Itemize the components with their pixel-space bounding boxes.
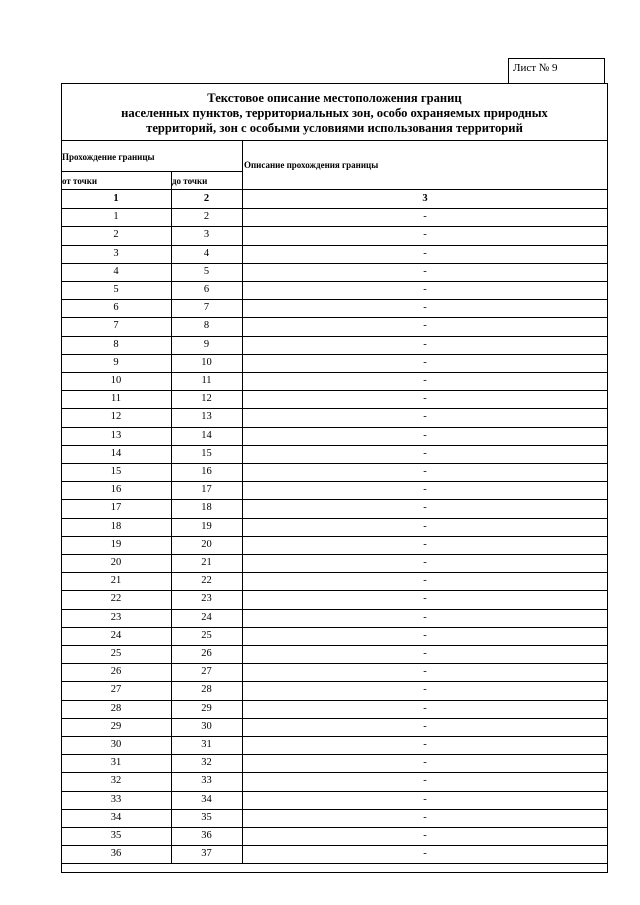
table-row (61, 572, 608, 590)
cell-to-point: 26 (201, 648, 212, 659)
cell-description: - (423, 539, 427, 550)
table-row (61, 700, 608, 718)
cell-from-point: 22 (110, 593, 122, 604)
cell-to-point: 23 (201, 593, 212, 604)
cell-from-point: 17 (110, 502, 122, 513)
table-row (61, 809, 608, 827)
cell-description: - (423, 393, 427, 404)
table-row (61, 226, 608, 244)
cell-description: - (423, 502, 427, 513)
cell-to-point: 11 (201, 375, 212, 386)
cell-from-point: 2 (113, 229, 119, 240)
table-row (61, 481, 608, 499)
table-row (61, 281, 608, 299)
table-row (61, 299, 608, 317)
cell-to-point: 9 (203, 339, 210, 350)
table-row (61, 554, 608, 572)
cell-from-point: 5 (113, 284, 119, 295)
cell-to-point: 2 (203, 211, 210, 222)
column-number-3: 3 (422, 193, 428, 204)
table-row (61, 609, 608, 627)
table-row (61, 663, 608, 681)
cell-to-point: 3 (203, 229, 210, 240)
cell-description: - (423, 757, 427, 768)
cell-description: - (423, 339, 427, 350)
table-row (61, 736, 608, 754)
table-row (61, 827, 608, 845)
cell-to-point: 15 (201, 448, 212, 459)
cell-to-point: 30 (201, 721, 212, 732)
title-line-3: территорий, зон с особыми условиями использования территорий (146, 121, 523, 135)
cell-description: - (423, 593, 427, 604)
cell-description: - (423, 612, 427, 623)
cell-to-point: 7 (203, 302, 210, 313)
header-description: Описание прохождения границы (244, 160, 379, 170)
cell-description: - (423, 284, 427, 295)
table-row (61, 317, 608, 335)
cell-from-point: 25 (110, 648, 122, 659)
cell-to-point: 27 (201, 666, 212, 677)
table-row (61, 718, 608, 736)
cell-to-point: 12 (201, 393, 212, 404)
cell-to-point: 31 (201, 739, 212, 750)
cell-from-point: 34 (110, 812, 122, 823)
header-divider-vertical (242, 141, 243, 189)
table-row (61, 263, 608, 281)
cell-from-point: 23 (110, 612, 122, 623)
row-divider (61, 863, 608, 864)
table-row (61, 445, 608, 463)
cell-description: - (423, 430, 427, 441)
cell-to-point: 6 (203, 284, 210, 295)
table-row (61, 408, 608, 426)
header-passage: Прохождение границы (62, 152, 155, 162)
cell-to-point: 18 (201, 502, 212, 513)
cell-description: - (423, 739, 427, 750)
cell-description: - (423, 684, 427, 695)
cell-from-point: 6 (113, 302, 119, 313)
table-row (61, 354, 608, 372)
table-row (61, 372, 608, 390)
cell-description: - (423, 484, 427, 495)
cell-to-point: 34 (201, 794, 212, 805)
table-row (61, 754, 608, 772)
cell-from-point: 13 (110, 430, 122, 441)
cell-from-point: 18 (110, 521, 122, 532)
column-number-2: 2 (203, 193, 210, 204)
cell-description: - (423, 575, 427, 586)
table-row (61, 208, 608, 226)
table-row (61, 499, 608, 517)
cell-description: - (423, 830, 427, 841)
cell-to-point: 37 (201, 848, 212, 859)
table-row (61, 390, 608, 408)
cell-to-point: 35 (201, 812, 212, 823)
cell-description: - (423, 466, 427, 477)
cell-from-point: 14 (110, 448, 122, 459)
cell-from-point: 20 (110, 557, 122, 568)
cell-description: - (423, 648, 427, 659)
table-row (61, 627, 608, 645)
header-to-point: до точки (172, 176, 208, 186)
cell-from-point: 9 (113, 357, 119, 368)
cell-to-point: 4 (203, 248, 210, 259)
cell-from-point: 28 (110, 703, 122, 714)
cell-from-point: 31 (110, 757, 122, 768)
cell-to-point: 17 (201, 484, 212, 495)
cell-description: - (423, 703, 427, 714)
cell-description: - (423, 375, 427, 386)
sheet-number-label: Лист № 9 (508, 58, 605, 83)
table-row (61, 427, 608, 445)
cell-from-point: 1 (113, 211, 119, 222)
cell-description: - (423, 557, 427, 568)
table-row (61, 590, 608, 608)
table-row (61, 463, 608, 481)
cell-from-point: 35 (110, 830, 122, 841)
cell-description: - (423, 229, 427, 240)
cell-to-point: 33 (201, 775, 212, 786)
cell-from-point: 11 (110, 393, 122, 404)
cell-from-point: 19 (110, 539, 122, 550)
table-row (61, 791, 608, 809)
cell-from-point: 33 (110, 794, 122, 805)
cell-from-point: 12 (110, 411, 122, 422)
cell-description: - (423, 266, 427, 277)
table-row (61, 645, 608, 663)
table-row (61, 681, 608, 699)
table-row (61, 772, 608, 790)
cell-description: - (423, 775, 427, 786)
cell-from-point: 21 (110, 575, 122, 586)
cell-to-point: 16 (201, 466, 212, 477)
document-title (61, 83, 608, 141)
cell-description: - (423, 848, 427, 859)
header-divider-subheader (61, 171, 242, 172)
cell-to-point: 5 (203, 266, 210, 277)
cell-to-point: 29 (201, 703, 212, 714)
cell-description: - (423, 248, 427, 259)
table-row (61, 518, 608, 536)
cell-to-point: 24 (201, 612, 212, 623)
cell-from-point: 7 (113, 320, 119, 331)
cell-to-point: 36 (201, 830, 212, 841)
cell-description: - (423, 302, 427, 313)
cell-from-point: 26 (110, 666, 122, 677)
cell-to-point: 32 (201, 757, 212, 768)
column-number-1: 1 (113, 193, 119, 204)
table-row (61, 336, 608, 354)
cell-description: - (423, 521, 427, 532)
cell-description: - (423, 812, 427, 823)
cell-description: - (423, 666, 427, 677)
cell-description: - (423, 630, 427, 641)
cell-from-point: 32 (110, 775, 122, 786)
cell-to-point: 22 (201, 575, 212, 586)
cell-to-point: 8 (203, 320, 210, 331)
title-line-1: Текстовое описание местоположения границ (207, 91, 462, 105)
cell-from-point: 3 (113, 248, 119, 259)
cell-from-point: 4 (113, 266, 119, 277)
cell-to-point: 19 (201, 521, 212, 532)
cell-from-point: 27 (110, 684, 122, 695)
cell-from-point: 16 (110, 484, 122, 495)
cell-to-point: 10 (201, 357, 212, 368)
cell-to-point: 14 (201, 430, 212, 441)
table-row (61, 536, 608, 554)
table-row (61, 845, 608, 863)
cell-from-point: 8 (113, 339, 119, 350)
cell-to-point: 28 (201, 684, 212, 695)
cell-description: - (423, 721, 427, 732)
cell-to-point: 25 (201, 630, 212, 641)
table-row (61, 245, 608, 263)
header-from-point: от точки (62, 176, 98, 186)
cell-to-point: 13 (201, 411, 212, 422)
cell-description: - (423, 794, 427, 805)
cell-description: - (423, 211, 427, 222)
cell-from-point: 36 (110, 848, 122, 859)
cell-description: - (423, 448, 427, 459)
cell-description: - (423, 357, 427, 368)
cell-from-point: 30 (110, 739, 122, 750)
cell-from-point: 10 (110, 375, 122, 386)
cell-to-point: 21 (201, 557, 212, 568)
cell-description: - (423, 320, 427, 331)
cell-from-point: 29 (110, 721, 122, 732)
cell-from-point: 24 (110, 630, 122, 641)
cell-description: - (423, 411, 427, 422)
cell-to-point: 20 (201, 539, 212, 550)
column-numbers-row (61, 190, 608, 208)
title-line-2: населенных пунктов, территориальных зон, особо охраняемых природных (121, 106, 548, 120)
cell-from-point: 15 (110, 466, 122, 477)
